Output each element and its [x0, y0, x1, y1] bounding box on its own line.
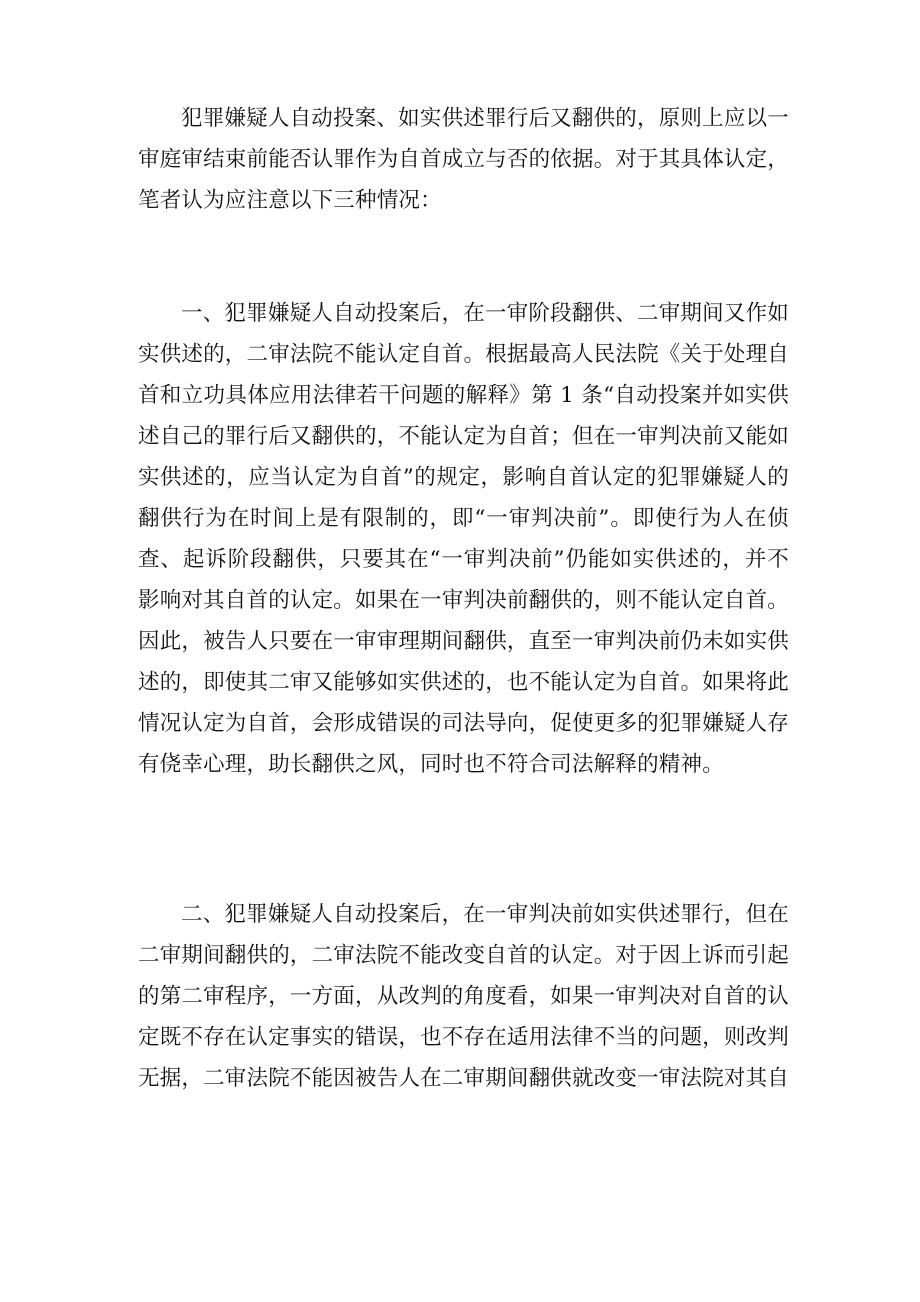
paragraph-intro: 犯罪嫌疑人自动投案、如实供述罪行后又翻供的，原则上应以一审庭审结束前能否认罪作为自首成立与否的依据。对于其具体认定，笔者认为应注意以下三种情况：: [138, 106, 790, 213]
paragraph-case-one: 一、犯罪嫌疑人自动投案后，在一审阶段翻供、二审期间又作如实供述的，二审法院不能认定自首。根据最高人民法院《关于处理自首和立功具体应用法律若干问题的解释》第 1 条“自动投案并如实供述自己的罪行后又翻供的，不能认定为自首；但在一审判决前又能如实供述的，应当认定为自首”的规定，影响自首认定的犯罪嫌疑人的翻供行为在时间上是有限制的，即“一审判决前”。即使行为人在侦查、起诉阶段翻供，只要其在“一审判决前”仍能如实供述的，并不影响对其自首的认定。如果在一审判决前翻供的，则不能认定自首。因此，被告人只要在一审审理期间翻供，直至一审判决前仍未如实供述的，即使其二审又能够如实供述的，也不能认定为自首。如果将此情况认定为自首，会形成错误的司法导向，促使更多的犯罪嫌疑人存有侥幸心理，助长翻供之风，同时也不符合司法解释的精神。: [138, 301, 790, 777]
paragraph-case-two: 二、犯罪嫌疑人自动投案后，在一审判决前如实供述罪行，但在二审期间翻供的，二审法院不能改变自首的认定。对于因上诉而引起的第二审程序，一方面，从改判的角度看，如果一审判决对自首的认定既不存在认定事实的错误，也不存在适用法律不当的问题，则改判无据，二审法院不能因被告人在二审期间翻供就改变一审法院对其自: [138, 902, 790, 1091]
